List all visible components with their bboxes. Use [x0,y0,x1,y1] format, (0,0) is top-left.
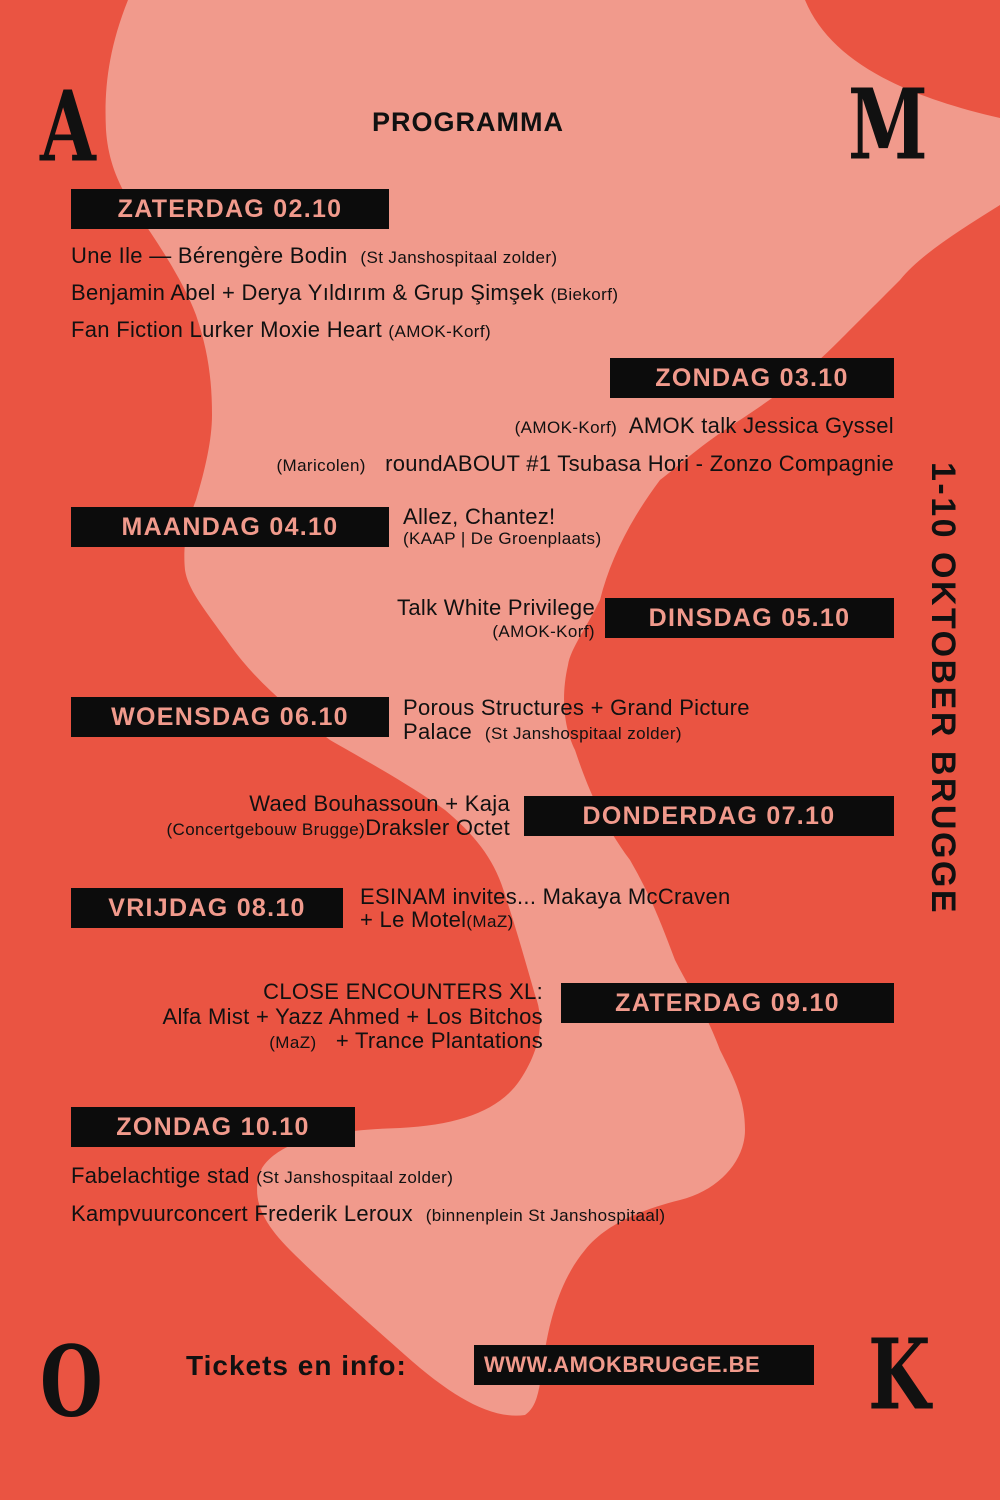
event-location: (St Janshospitaal zolder) [360,248,558,267]
day-label-maandag-04: MAANDAG 04.10 [71,507,389,547]
event-title: Porous Structures + Grand Picture [403,695,750,720]
event-item [515,413,894,441]
festival-dates-vertical: 1-10 OKTOBER BRUGGE [924,462,962,916]
event-location: (St Janshospitaal zolder) [484,724,682,743]
event-title: roundABOUT #1 Tsubasa Hori - Zonzo Compagnie [385,451,894,476]
event-item [71,280,618,308]
event-title: Fan Fiction Lurker Moxie Heart [71,317,382,342]
event-title: CLOSE ENCOUNTERS XL: [263,979,543,1004]
day-label-vrijdag-08: VRIJDAG 08.10 [71,888,343,928]
website-link[interactable]: WWW.AMOKBRUGGE.BE [474,1345,814,1385]
event-item [71,243,557,271]
day-label-zaterdag-02: ZATERDAG 02.10 [71,189,389,229]
event-title: Une Ile — Bérengère Bodin [71,243,348,268]
event-item [403,696,750,746]
event-title: Benjamin Abel + Derya Yıldırım & Grup Şimşek [71,280,545,305]
event-title: Waed Bouhassoun + Kaja [249,791,510,816]
day-label-zondag-10: ZONDAG 10.10 [71,1107,355,1147]
event-title: Alfa Mist + Yazz Ahmed + Los Bitchos [162,1003,543,1029]
day-label-zondag-03: ZONDAG 03.10 [610,358,894,398]
event-item [397,596,595,644]
event-title: + Le Motel [360,907,467,932]
event-item [276,451,894,479]
event-location: (Maricolen) [276,456,366,475]
corner-letter-m: M [848,66,928,182]
tickets-label: Tickets en info: [186,1350,407,1381]
day-label-donderdag-07: DONDERDAG 07.10 [524,796,894,836]
event-item [403,506,602,550]
corner-letter-k: K [868,1316,931,1432]
page-title: PROGRAMMA [372,107,564,137]
event-location: (MaZ) [466,912,514,931]
event-location: (Biekorf) [550,285,619,304]
event-item [360,885,731,933]
event-item [71,1201,665,1229]
event-location: (KAAP | De Groenplaats) [403,529,602,548]
event-title: Draksler Octet [365,815,510,840]
event-location: (AMOK-Korf) [514,418,618,437]
corner-letter-o: O [40,1323,103,1439]
event-title: Kampvuurconcert Frederik Leroux [71,1201,413,1226]
event-location: (Concertgebouw Brugge) [166,820,366,839]
event-location: (AMOK-Korf) [492,622,595,641]
event-item [166,792,510,842]
event-title: Fabelachtige stad [71,1163,250,1188]
event-title: AMOK talk Jessica Gyssel [628,413,894,438]
event-location: (binnenplein St Janshospitaal) [425,1206,666,1225]
day-label-dinsdag-05: DINSDAG 05.10 [605,598,894,638]
event-item [71,1163,453,1191]
event-item [71,317,491,345]
event-title: Allez, Chantez! [403,504,556,529]
event-location: (AMOK-Korf) [388,322,492,341]
event-title: Palace [403,719,473,744]
day-label-zaterdag-09: ZATERDAG 09.10 [561,983,894,1023]
event-title: Talk White Privilege [397,595,595,620]
event-title: ESINAM invites... Makaya McCraven [360,884,731,909]
day-label-woensdag-06: WOENSDAG 06.10 [71,697,389,737]
corner-letter-a: A [40,68,96,184]
event-location: (MaZ) [269,1033,317,1052]
event-item [162,980,543,1056]
event-title: + Trance Plantations [335,1028,543,1053]
event-location: (St Janshospitaal zolder) [256,1168,454,1187]
